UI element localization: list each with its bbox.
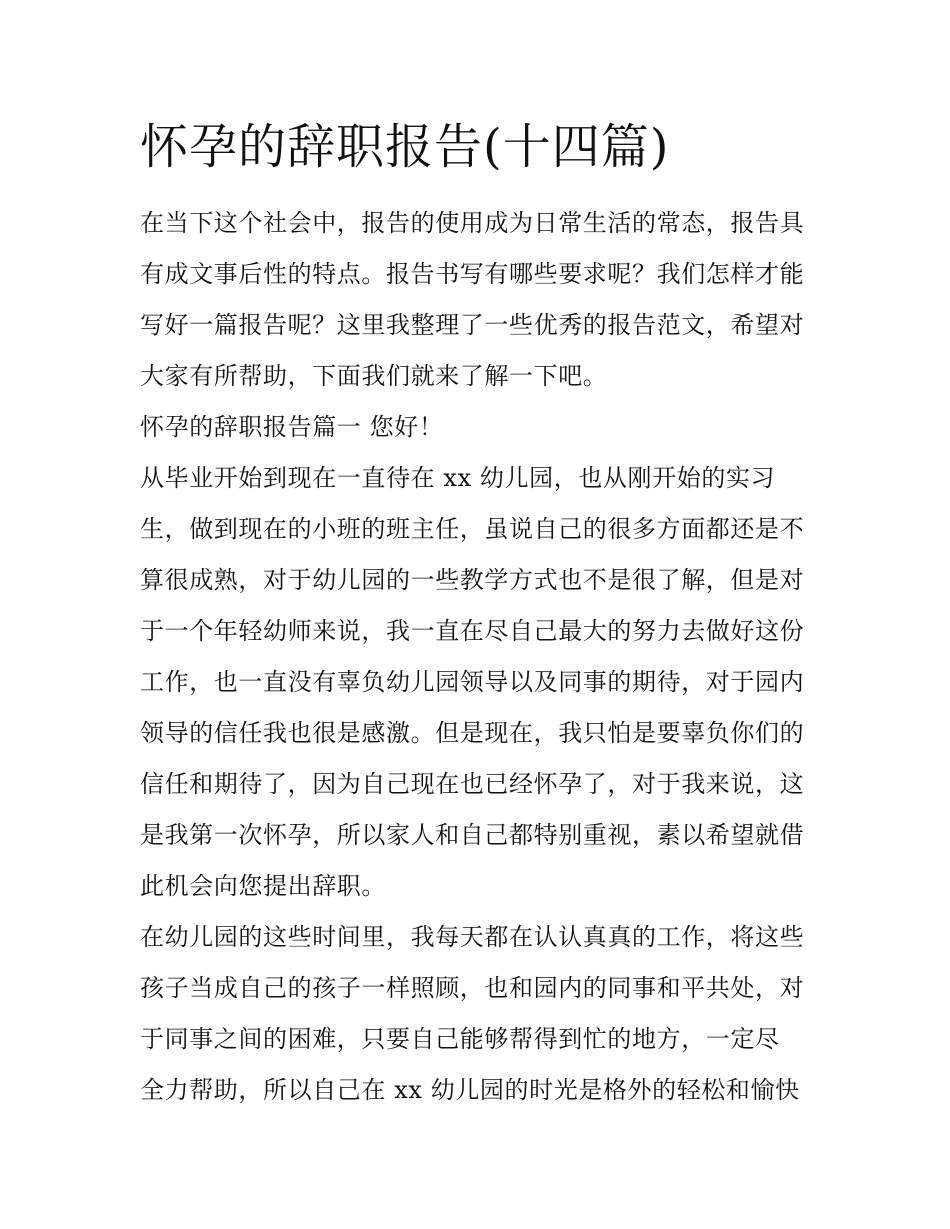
body-line: 有成文事后性的特点。报告书写有哪些要求呢？我们怎样才能 (140, 260, 805, 288)
body-line: 领导的信任我也很是感激。但是现在，我只怕是要辜负你们的 (140, 719, 805, 747)
body-line: 于一个年轻幼师来说，我一直在尽自己最大的努力去做好这份 (140, 617, 805, 645)
document-title: 怀孕的辞职报告(十四篇) (140, 119, 670, 175)
body-line: 孩子当成自己的孩子一样照顾，也和园内的同事和平共处，对 (140, 974, 805, 1002)
section-heading-line: 怀孕的辞职报告篇一 您好！ (140, 413, 444, 441)
body-line: 算很成熟，对于幼儿园的一些教学方式也不是很了解，但是对 (140, 566, 805, 594)
body-line: 从毕业开始到现在一直待在 xx 幼儿园，也从刚开始的实习 (140, 464, 776, 492)
body-line: 信任和期待了，因为自己现在也已经怀孕了，对于我来说，这 (140, 770, 805, 798)
body-line: 全力帮助，所以自己在 xx 幼儿园的时光是格外的轻松和愉快 (140, 1076, 800, 1104)
body-line: 在当下这个社会中，报告的使用成为日常生活的常态，报告具 (140, 209, 805, 237)
body-line: 工作，也一直没有辜负幼儿园领导以及同事的期待，对于园内 (140, 668, 805, 696)
body-line: 是我第一次怀孕，所以家人和自己都特别重视，素以希望就借 (140, 821, 805, 849)
body-line: 此机会向您提出辞职。 (140, 872, 386, 900)
body-line: 生，做到现在的小班的班主任，虽说自己的很多方面都还是不 (140, 515, 805, 543)
document-body (140, 198, 816, 1116)
body-line: 于同事之间的困难，只要自己能够帮得到忙的地方，一定尽 (140, 1025, 780, 1053)
body-line: 大家有所帮助，下面我们就来了解一下吧。 (140, 362, 608, 390)
body-line: 写好一篇报告呢？这里我整理了一些优秀的报告范文，希望对 (140, 311, 805, 339)
body-line: 在幼儿园的这些时间里，我每天都在认认真真的工作，将这些 (140, 923, 805, 951)
